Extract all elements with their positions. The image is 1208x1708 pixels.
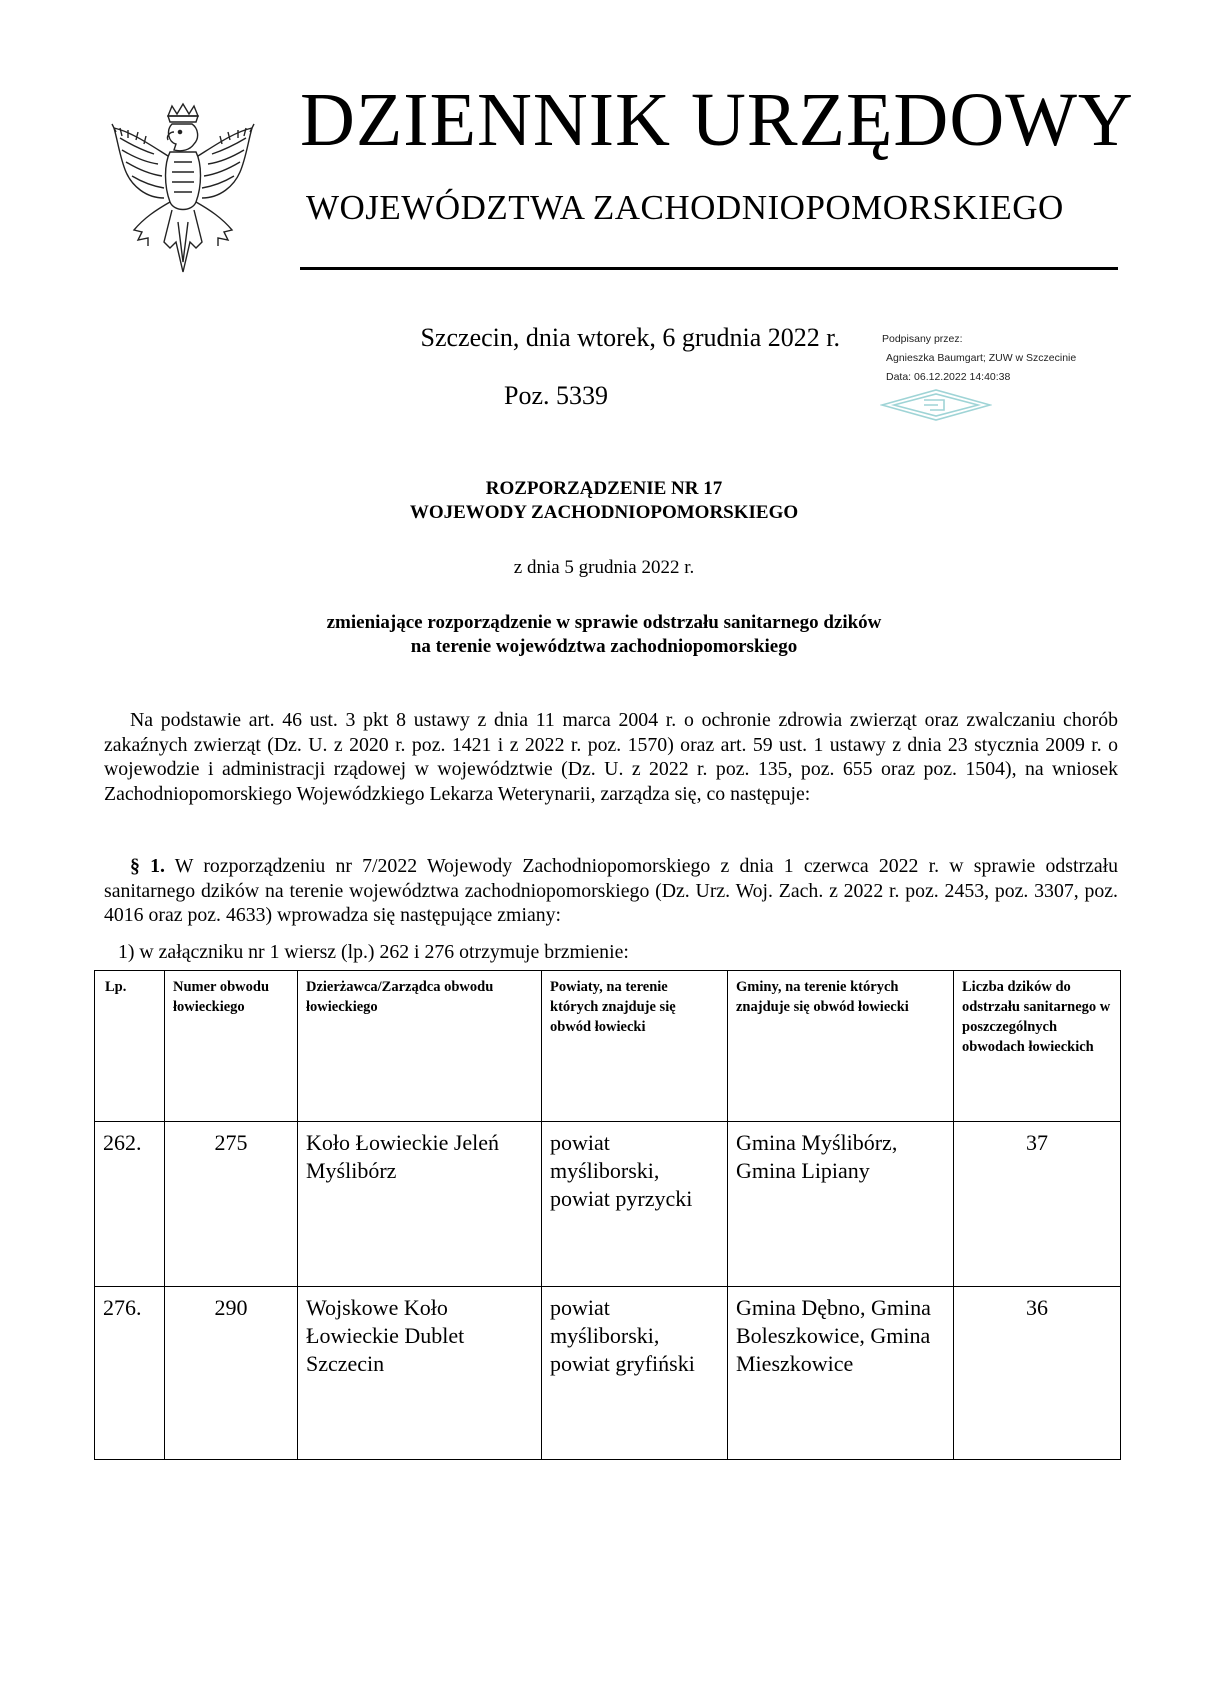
cell-lp: 262. (95, 1122, 165, 1287)
cell-counties: powiat myśliborski, powiat pyrzycki (542, 1122, 728, 1287)
cell-district-number: 275 (165, 1122, 298, 1287)
table-header-row (95, 971, 1121, 1122)
cell-municipalities: Gmina Myślibórz, Gmina Lipiany (728, 1122, 954, 1287)
section-mark: § 1. (130, 855, 165, 877)
act-date: z dnia 5 grudnia 2022 r. (513, 557, 695, 578)
act-subject (0, 611, 1208, 659)
signature-date: Data: 06.12.2022 14:40:38 (886, 371, 1011, 383)
table-row (95, 1287, 1121, 1460)
act-title-line-1: ROZPORZĄDZENIE NR 17 (485, 478, 723, 499)
table-row (95, 1122, 1121, 1287)
header-boar-count: Liczba dzików do odstrzału sanitarnego w poszczególnych obwodach łowieckich (954, 971, 1121, 1122)
signature-label: Podpisany przez: (882, 333, 963, 345)
header-municipalities: Gminy, na terenie których znajduje się obwód łowiecki (728, 971, 954, 1122)
masthead-divider (300, 267, 1118, 270)
cell-boar-count: 36 (954, 1287, 1121, 1460)
header-counties: Powiaty, na terenie których znajduje się obwód łowiecki (542, 971, 728, 1122)
cell-lp: 276. (95, 1287, 165, 1460)
cell-municipalities: Gmina Dębno, Gmina Boleszkowice, Gmina Mieszkowice (728, 1287, 954, 1460)
cell-lessee: Wojskowe Koło Łowieckie Dublet Szczecin (298, 1287, 542, 1460)
act-title-line-2: WOJEWODY ZACHODNIOPOMORSKIEGO (409, 502, 799, 523)
issue-position: Poz. 5339 (504, 381, 608, 410)
header-lessee: Dzierżawca/Zarządca obwodu łowieckiego (298, 971, 542, 1122)
journal-title: DZIENNIK URZĘDOWY (300, 78, 1134, 162)
polish-eagle-emblem-icon (108, 102, 258, 280)
signature-signer: Agnieszka Baumgart; ZUW w Szczecinie (886, 352, 1077, 364)
point-1-paragraph: 1) w załączniku nr 1 wiersz (lp.) 262 i 276 otrzymuje brzmienie: (118, 941, 629, 963)
section-1-text: W rozporządzeniu nr 7/2022 Wojewody Zachodniopomorskiego z dnia 1 czerwca 2022 r. w sprawie odstrzału sanitarnego dzików na terenie województwa zachodniopomorskiego (Dz. Urz. Woj. Zach. z 2022 r. poz. 2453, poz. 3307, poz. 4016 oraz poz. 4633) wprowadza się następujące zmiany: (104, 855, 1119, 927)
electronic-signature (882, 330, 1182, 387)
preamble-paragraph: Na podstawie art. 46 ust. 3 pkt 8 ustawy z dnia 11 marca 2004 r. o ochronie zdrowia zwierząt oraz zwalczaniu chorób zakaźnych zwierząt (Dz. U. z 2020 r. poz. 1421 i z 2022 r. poz. 1570) oraz art. 59 ust. 1 ustawy z dnia 23 stycznia 2009 r. o wojewodzie i administracji rządowej w województwie (Dz. U. z 2022 r. poz. 135, poz. 655 oraz poz. 1504), na wniosek Zachodniopomorskiego Wojewódzkiego Lekarza Weterynarii, zarządza się, co następuje: (104, 709, 1118, 805)
act-subject-line-1: zmieniające rozporządzenie w sprawie odstrzału sanitarnego dzików (326, 612, 882, 633)
cell-counties: powiat myśliborski, powiat gryfiński (542, 1287, 728, 1460)
cell-boar-count: 37 (954, 1122, 1121, 1287)
header-lp: Lp. (95, 971, 165, 1122)
hunting-districts-table (94, 970, 1121, 1460)
act-subject-line-2: na terenie województwa zachodniopomorskiego (410, 636, 798, 657)
issue-date: Szczecin, dnia wtorek, 6 grudnia 2022 r. (420, 323, 840, 352)
signature-seal-icon (880, 388, 992, 422)
section-1-paragraph (104, 854, 1118, 928)
cell-district-number: 290 (165, 1287, 298, 1460)
cell-lessee: Koło Łowieckie Jeleń Myślibórz (298, 1122, 542, 1287)
journal-subtitle: WOJEWÓDZTWA ZACHODNIOPOMORSKIEGO (306, 188, 1064, 227)
header-district-number: Numer obwodu łowieckiego (165, 971, 298, 1122)
